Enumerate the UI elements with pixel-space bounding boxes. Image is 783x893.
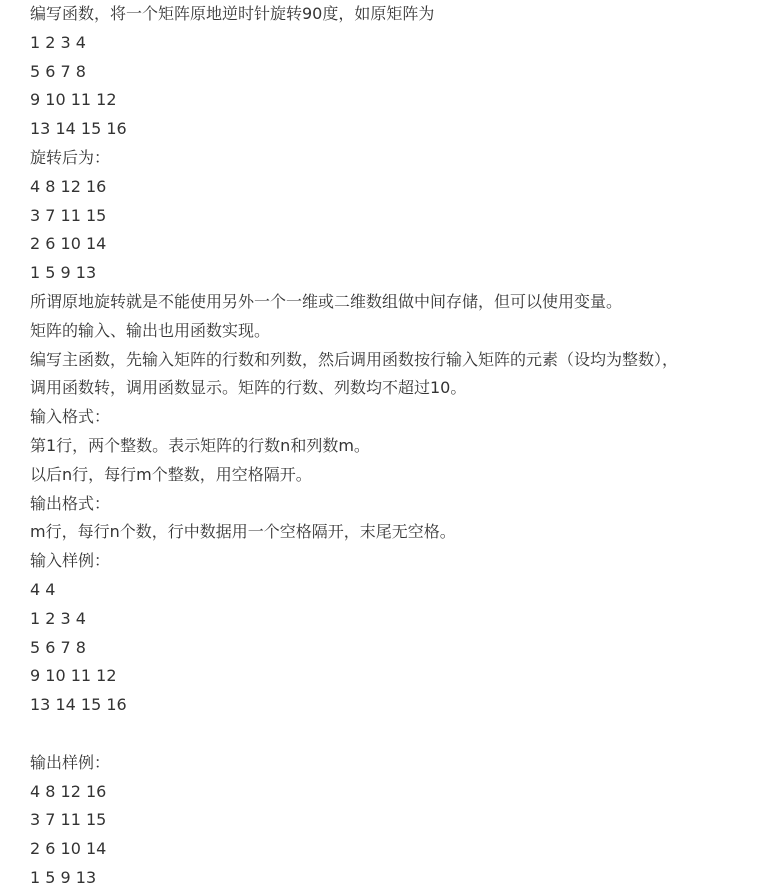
rotated-matrix-row-1: 4 8 12 16 [30, 176, 107, 196]
main-function-note: 编写主函数，先输入矩阵的行数和列数，然后调用函数按行输入矩阵的元素（设均为整数）， [30, 349, 679, 369]
sample-output-line-2: 3 7 11 15 [30, 810, 107, 830]
blank-line [30, 720, 775, 749]
original-matrix-row-4: 13 14 15 16 [30, 119, 127, 139]
sample-output-line-4: 1 5 9 13 [30, 867, 97, 887]
input-format-line-2: 以后n行，每行m个整数，用空格隔开。 [30, 464, 312, 484]
io-note: 矩阵的输入、输出也用函数实现。 [30, 320, 271, 340]
rotated-matrix-row-2: 3 7 11 15 [30, 205, 107, 225]
sample-output-line-3: 2 6 10 14 [30, 839, 107, 859]
rotated-matrix-row-4: 1 5 9 13 [30, 263, 97, 283]
sample-input-line-2: 1 2 3 4 [30, 608, 86, 628]
sample-input-line-3: 5 6 7 8 [30, 637, 86, 657]
sample-input-line-1: 4 4 [30, 579, 56, 599]
intro-line: 编写函数，将一个矩阵原地逆时针旋转90度，如原矩阵为 [30, 4, 435, 23]
rotated-matrix-row-3: 2 6 10 14 [30, 234, 107, 254]
input-format-heading: 输入格式： [30, 407, 111, 427]
output-format-heading: 输出格式： [30, 493, 111, 513]
sample-input-line-5: 13 14 15 16 [30, 695, 127, 715]
problem-description [30, 0, 775, 893]
output-format-line-1: m行，每行n个数，行中数据用一个空格隔开，末尾无空格。 [30, 522, 456, 542]
sample-input-heading: 输入样例： [30, 551, 111, 571]
main-function-note-cont: 调用函数转，调用函数显示。矩阵的行数、列数均不超过10。 [30, 378, 467, 398]
input-format-line-1: 第1行，两个整数。表示矩阵的行数n和列数m。 [30, 435, 370, 455]
original-matrix-row-1: 1 2 3 4 [30, 32, 86, 52]
rotated-label: 旋转后为： [30, 147, 111, 167]
sample-input-line-4: 9 10 11 12 [30, 666, 117, 686]
in-place-note: 所谓原地旋转就是不能使用另外一个一维或二维数组做中间存储，但可以使用变量。 [30, 291, 623, 311]
original-matrix-row-2: 5 6 7 8 [30, 61, 86, 81]
sample-output-heading: 输出样例： [30, 752, 111, 772]
original-matrix-row-3: 9 10 11 12 [30, 90, 117, 110]
sample-output-line-1: 4 8 12 16 [30, 781, 107, 801]
